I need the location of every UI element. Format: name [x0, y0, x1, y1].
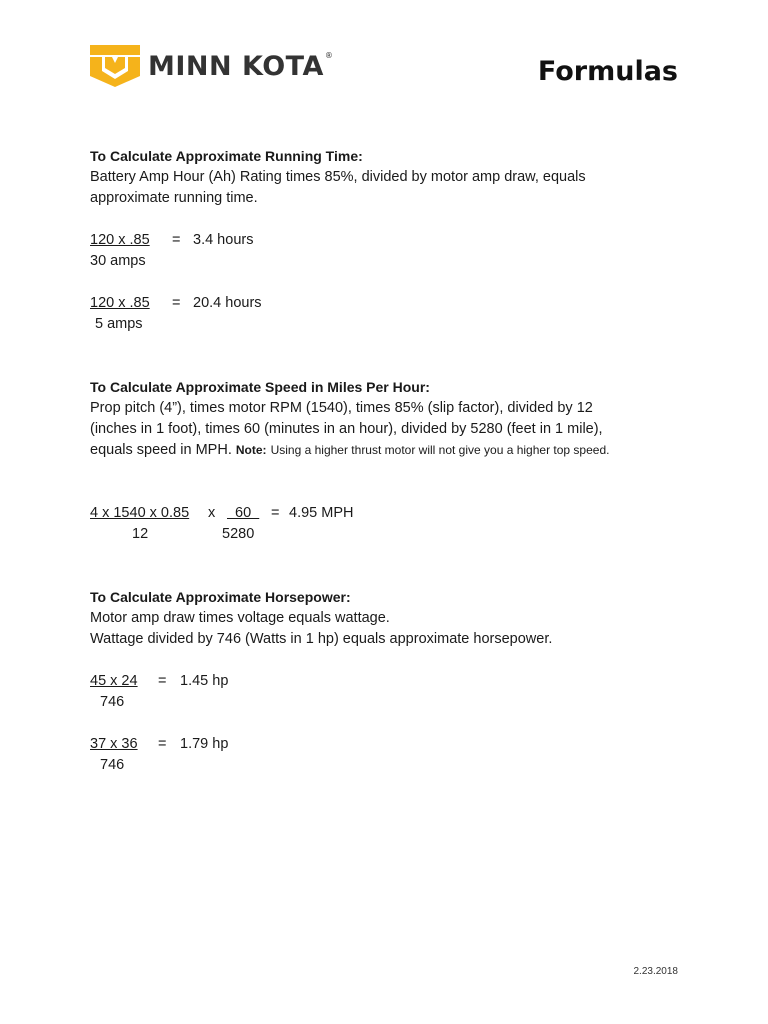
- denominator-1: 12: [132, 526, 149, 542]
- running-time-description-line1: Battery Amp Hour (Ah) Rating times 85%, divided by motor amp draw, equals: [90, 169, 586, 185]
- numerator: 45 x 24: [90, 673, 138, 689]
- speed-line3: [90, 440, 690, 461]
- result: 1.79 hp: [180, 736, 229, 752]
- document-date: 2.23.2018: [633, 966, 678, 977]
- equals-sign: =: [271, 505, 280, 521]
- page-title: Formulas: [537, 56, 678, 87]
- horsepower-line1: Motor amp draw times voltage equals wattage.: [90, 610, 390, 626]
- result: 20.4 hours: [193, 295, 262, 311]
- running-time-example-2: [90, 293, 690, 335]
- denominator: 5 amps: [95, 316, 143, 332]
- speed-example: [90, 503, 690, 545]
- result: 1.45 hp: [180, 673, 229, 689]
- equals-sign: =: [158, 673, 167, 689]
- speed-line3-text: equals speed in MPH.: [90, 442, 232, 458]
- document-body: [90, 146, 690, 776]
- running-time-example-1: [90, 230, 690, 272]
- denominator: 746: [100, 694, 125, 710]
- horsepower-heading: To Calculate Approximate Horsepower:: [90, 589, 351, 605]
- speed-line1: Prop pitch (4”), times motor RPM (1540), times 85% (slip factor), divided by 12: [90, 400, 593, 416]
- equals-sign: =: [172, 232, 181, 248]
- horsepower-example-1: [90, 671, 690, 713]
- numerator: 120 x .85: [90, 295, 150, 311]
- minn-kota-emblem-icon: [90, 45, 140, 87]
- horsepower-section: [90, 587, 690, 776]
- denominator: 746: [100, 757, 125, 773]
- numerator: 120 x .85: [90, 232, 150, 248]
- numerator-2: 60: [227, 505, 260, 521]
- brand-name: [148, 51, 333, 82]
- numerator: 37 x 36: [90, 736, 138, 752]
- equals-sign: =: [158, 736, 167, 752]
- equals-sign: =: [172, 295, 181, 311]
- speed-section: [90, 377, 690, 545]
- result: 4.95 MPH: [289, 505, 354, 521]
- running-time-description-line2: approximate running time.: [90, 190, 258, 206]
- multiply-sign: x: [208, 505, 216, 521]
- note-text: Using a higher thrust motor will not give you a higher top speed.: [270, 443, 610, 457]
- result: 3.4 hours: [193, 232, 254, 248]
- brand-text: MINN KOTA: [148, 50, 324, 82]
- running-time-heading: To Calculate Approximate Running Time:: [90, 148, 363, 164]
- note-label: Note:: [235, 443, 267, 457]
- speed-line2: (inches in 1 foot), times 60 (minutes in an hour), divided by 5280 (feet in 1 mile),: [90, 421, 603, 437]
- numerator-1: 4 x 1540 x 0.85: [90, 505, 190, 521]
- denominator: 30 amps: [90, 253, 146, 269]
- horsepower-line2: Wattage divided by 746 (Watts in 1 hp) equals approximate horsepower.: [90, 631, 553, 647]
- horsepower-example-2: [90, 734, 690, 776]
- running-time-section: [90, 146, 690, 335]
- denominator-2: 5280: [222, 526, 255, 542]
- minn-kota-logo: [90, 44, 333, 88]
- speed-heading: To Calculate Approximate Speed in Miles Per Hour:: [90, 379, 430, 395]
- registered-mark: ®: [324, 50, 334, 60]
